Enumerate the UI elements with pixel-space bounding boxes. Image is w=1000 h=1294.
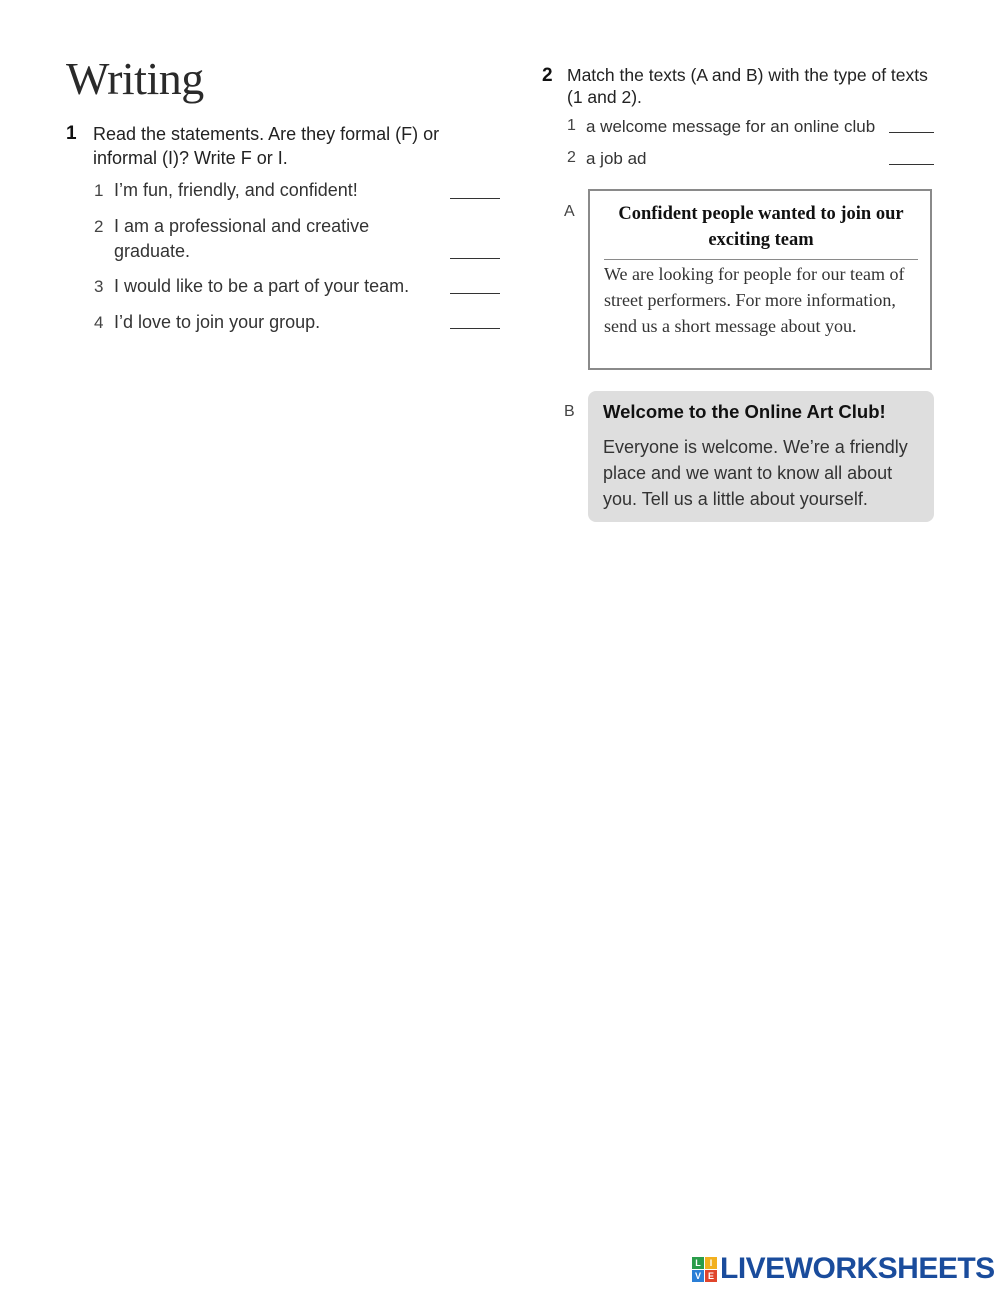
item-text: I would like to be a part of your team. [114, 276, 410, 296]
item-number: 2 [567, 149, 576, 166]
answer-blank[interactable] [450, 198, 500, 199]
item-text: I’m fun, friendly, and confident! [114, 180, 358, 200]
item-number: 2 [94, 217, 104, 236]
item-text: a job ad [586, 149, 647, 168]
logo-square: I [705, 1257, 717, 1269]
item-number: 1 [94, 181, 104, 200]
text-a-label: A [564, 203, 575, 220]
text-b-box [588, 391, 934, 522]
page-title: Writing [66, 53, 204, 104]
exercise-2-instruction: Match the texts (A and B) with the type of texts (1 and 2). [567, 65, 928, 107]
answer-blank[interactable] [450, 328, 500, 329]
item-number: 1 [567, 117, 576, 134]
answer-blank[interactable] [450, 258, 500, 259]
logo-square: L [692, 1257, 704, 1269]
item-text: a welcome message for an online club [586, 117, 876, 136]
logo-mark-icon [692, 1257, 717, 1282]
text-b-heading: Welcome to the Online Art Club! [603, 401, 886, 422]
answer-blank[interactable] [450, 293, 500, 294]
logo-square: V [692, 1270, 704, 1282]
logo-text: LIVEWORKSHEETS [720, 1252, 995, 1285]
text-a-heading: Confident people wanted to join our exciting team [604, 201, 918, 260]
answer-blank[interactable] [889, 164, 934, 165]
exercise-1-number: 1 [66, 123, 77, 144]
logo-square: E [705, 1270, 717, 1282]
liveworksheets-logo [692, 1252, 995, 1286]
item-text: I’d love to join your group. [114, 312, 321, 332]
item-number: 4 [94, 313, 104, 332]
exercise-2-number: 2 [542, 65, 553, 86]
item-number: 3 [94, 277, 104, 296]
text-b-label: B [564, 403, 575, 420]
text-a-box [588, 189, 932, 370]
text-a-body: We are looking for people for our team of street performers. For more information, send us a short message about you. [604, 264, 905, 336]
item-text: I am a professional and creative graduate. [114, 216, 370, 261]
text-b-body: Everyone is welcome. We’re a friendly place and we want to know all about you. Tell us a little about yourself. [603, 437, 908, 509]
answer-blank[interactable] [889, 132, 934, 133]
exercise-1-instruction: Read the statements. Are they formal (F) or informal (I)? Write F or I. [93, 124, 440, 168]
